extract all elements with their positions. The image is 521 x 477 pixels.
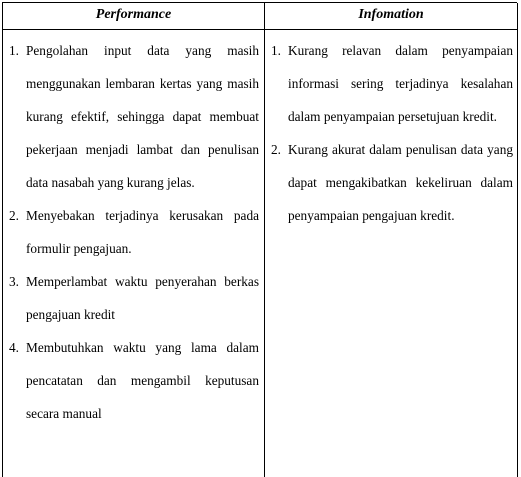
performance-header: Performance: [3, 3, 264, 30]
performance-item: [9, 199, 259, 265]
item-text: Menyebakan terjadinya kerusakan pada formulir pengajuan.: [26, 208, 259, 256]
information-list: [271, 34, 513, 232]
item-text: Pengolahan input data yang masih menggunakan lembaran kertas yang masih kurang efektif, sehingga dapat membuat pekerjaan menjadi lambat dan penulisan data nasabah yang kurang jelas.: [26, 43, 259, 190]
item-text: Membutuhkan waktu yang lama dalam pencatatan dan mengambil keputusan secara manual: [26, 340, 259, 421]
information-item: [271, 34, 513, 133]
item-number: 2.: [271, 142, 281, 157]
performance-column: [3, 3, 265, 477]
item-number: 3.: [9, 274, 19, 289]
performance-item: [9, 34, 259, 199]
information-column: [265, 3, 518, 477]
item-text: Kurang relavan dalam penyampaian informasi sering terjadinya kesalahan dalam penyampaian persetujuan kredit.: [288, 43, 513, 124]
item-number: 1.: [9, 43, 19, 58]
item-number: 4.: [9, 340, 19, 355]
performance-list: [9, 34, 259, 430]
performance-item: [9, 331, 259, 430]
performance-item: [9, 265, 259, 331]
item-text: Memperlambat waktu penyerahan berkas pengajuan kredit: [26, 274, 259, 322]
pieces-table: [2, 2, 517, 477]
item-number: 2.: [9, 208, 19, 223]
item-number: 1.: [271, 43, 281, 58]
information-header: Infomation: [265, 3, 517, 30]
item-text: Kurang akurat dalam penulisan data yang dapat mengakibatkan kekeliruan dalam penyampaian pengajuan kredit.: [288, 142, 513, 223]
information-item: [271, 133, 513, 232]
